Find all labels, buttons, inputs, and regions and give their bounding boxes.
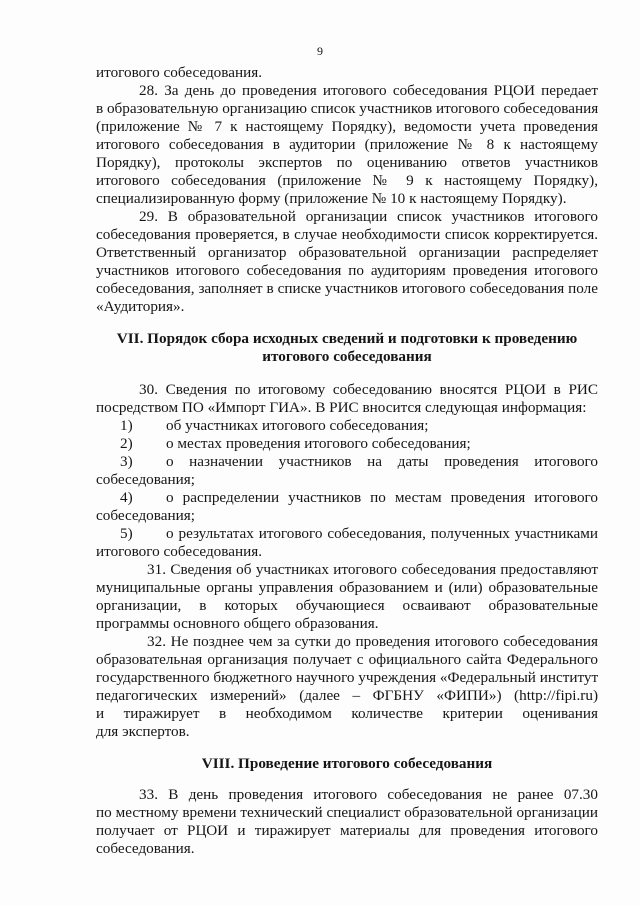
paragraph-28-line: в образовательную организацию список участников итогового собеседования — [96, 100, 599, 117]
paragraph-29-line: собеседования, заполняет в списке участников итогового собеседования поле — [96, 280, 598, 297]
section-7-heading: итогового собеседования — [262, 348, 432, 365]
paragraph-32-line: образовательная организация получает с официального сайта Федерального — [96, 651, 598, 668]
paragraph-31-line: организации, в которых обучающиеся осваивают образовательные — [96, 597, 598, 614]
list-item-text: о местах проведения итогового собеседования; — [166, 435, 471, 452]
list-item-number: 2) — [120, 435, 133, 452]
paragraph-32-line: 32. Не позднее чем за сутки до проведения итогового собеседования — [147, 633, 598, 650]
list-item-number: 4) — [120, 489, 133, 506]
paragraph-30-line: посредством ПО «Импорт ГИА». В РИС вносится следующая информация: — [96, 399, 587, 416]
paragraph-28-line: итогового собеседования (приложение № 9 к настоящему Порядку), — [96, 172, 598, 189]
paragraph-29-line: собеседования проверяется, в случае необходимости список корректируется. — [96, 226, 598, 243]
list-item-text: об участниках итогового собеседования; — [166, 417, 429, 434]
paragraph-30-line: 30. Сведения по итоговому собеседованию вносятся РЦОИ в РИС — [139, 381, 598, 398]
list-item-number: 5) — [120, 525, 133, 542]
paragraph-28-line: специализированную форму (приложение № 10 к настоящему Порядку). — [96, 190, 567, 207]
section-7-heading: VII. Порядок сбора исходных сведений и подготовки к проведению — [116, 330, 578, 347]
paragraph-28-line: (приложение № 7 к настоящему Порядку), ведомости учета проведения — [96, 118, 598, 135]
paragraph-33-line: 33. В день проведения итогового собеседования не ранее 07.30 — [139, 786, 598, 803]
paragraph-29-line: 29. В образовательной организации список участников итогового — [139, 208, 598, 225]
paragraph-33-line: получает от РЦОИ и тиражирует материалы для проведения итогового — [96, 822, 598, 839]
list-item-text: собеседования; — [96, 507, 195, 524]
list-item-text: собеседования; — [96, 471, 195, 488]
paragraph-33-line: собеседования. — [96, 840, 195, 857]
page-number: 9 — [317, 44, 323, 58]
paragraph-32-line: педагогических измерений» (далее – ФГБНУ «ФИПИ») (http://fipi.ru) — [96, 687, 598, 704]
paragraph-29-line: Ответственный организатор образовательной организации распределяет — [96, 244, 598, 261]
section-8-heading: VIII. Проведение итогового собеседования — [201, 755, 493, 772]
list-item-text: итогового собеседования. — [96, 543, 263, 560]
list-item-text: о назначении участников на даты проведения итогового — [166, 453, 598, 470]
paragraph-31-line: 31. Сведения об участниках итогового собеседования предоставляют — [147, 561, 598, 578]
paragraph-33-line: по местному времени технический специалист образовательной организации — [96, 804, 598, 821]
list-item-text: о результатах итогового собеседования, полученных участниками — [166, 525, 598, 542]
paragraph-28-line: итогового собеседования в аудитории (приложение № 8 к настоящему — [96, 136, 598, 153]
paragraph-31-line: программы основного общего образования. — [96, 615, 379, 632]
list-item-number: 1) — [120, 417, 133, 434]
paragraph-29-line: участников итогового собеседования по аудиториям проведения итогового — [96, 262, 598, 279]
paragraph-31-line: муниципальные органы управления образованием и (или) образовательные — [96, 579, 598, 596]
text-line: итогового собеседования. — [96, 64, 263, 81]
paragraph-32-line: и тиражирует в необходимом количестве критерии оценивания — [96, 705, 598, 722]
list-item-text: о распределении участников по местам проведения итогового — [166, 489, 598, 506]
paragraph-29-line: «Аудитория». — [96, 298, 185, 315]
paragraph-32-line: государственного бюджетного научного учреждения «Федеральный институт — [96, 669, 599, 686]
paragraph-28-line: Порядку), протоколы экспертов по оцениванию ответов участников — [96, 154, 598, 171]
paragraph-32-line: для экспертов. — [96, 723, 190, 740]
paragraph-28-line: 28. За день до проведения итогового собеседования РЦОИ передает — [139, 82, 598, 99]
list-item-number: 3) — [120, 453, 133, 470]
